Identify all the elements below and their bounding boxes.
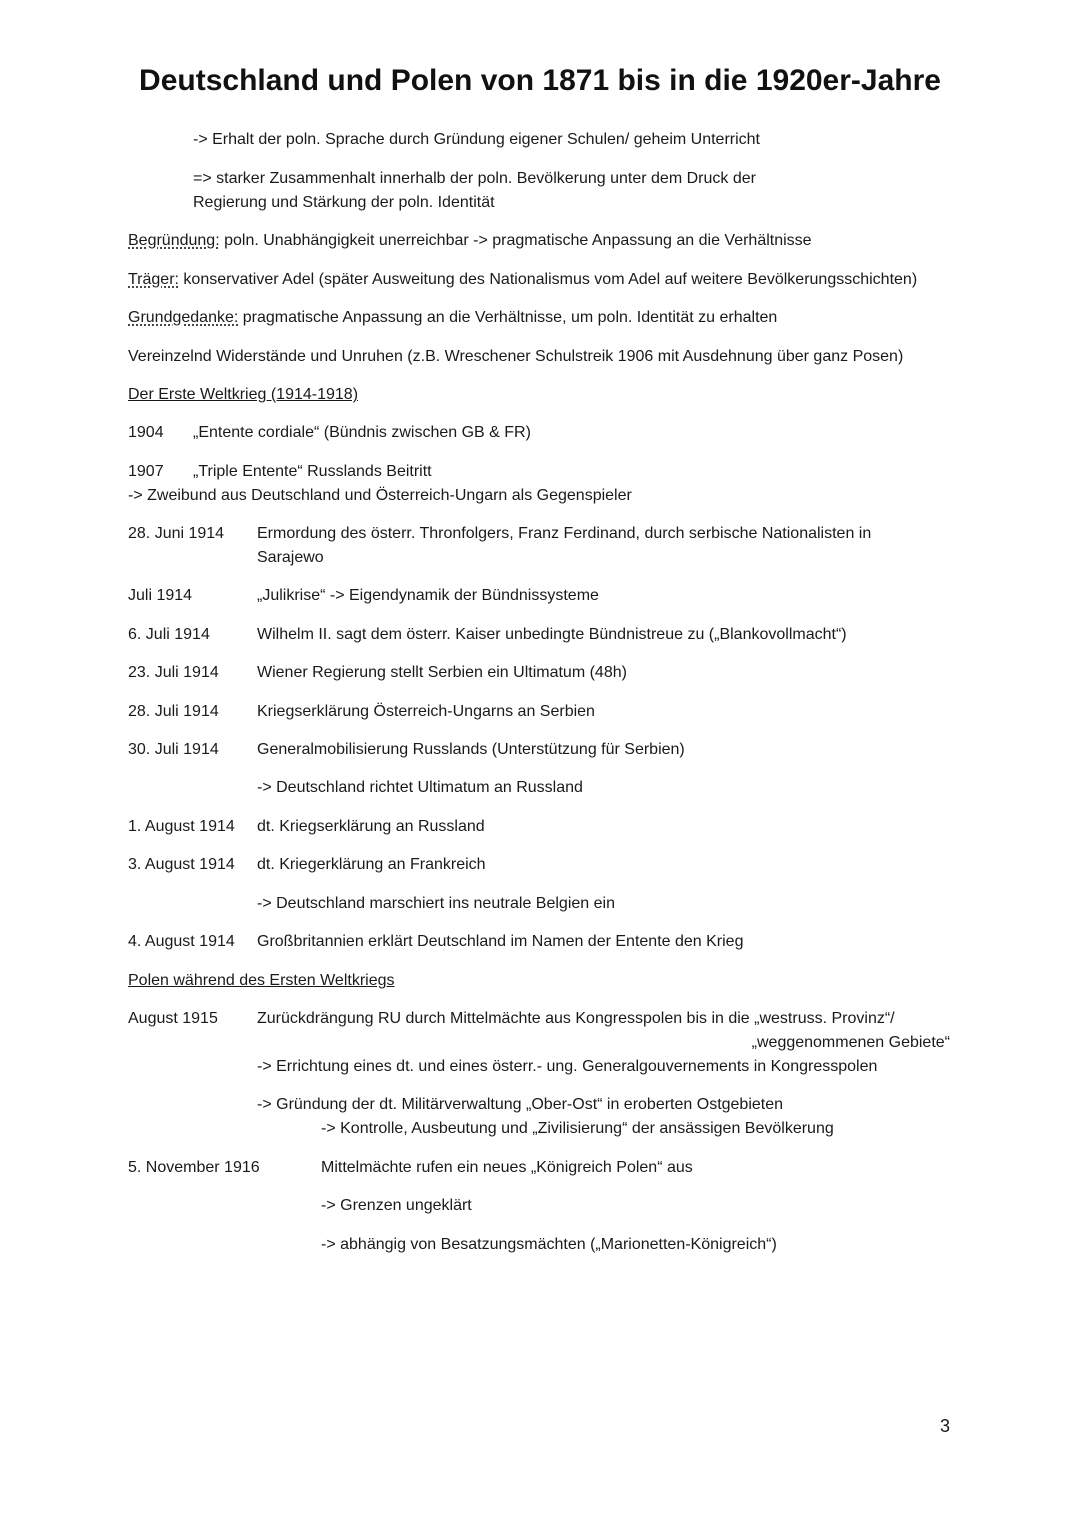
event-text: Großbritannien erklärt Deutschland im Namen der Entente den Krieg <box>257 933 744 950</box>
begruendung-row <box>128 229 812 253</box>
widerstand-line: Vereinzelnd Widerstände und Unruhen (z.B. Wreschener Schulstreik 1906 mit Ausdehnung über ganz Posen) <box>128 348 904 365</box>
begruendung-label: Begründung: <box>128 232 220 249</box>
intro-line-1: -> Erhalt der poln. Sprache durch Gründung eigener Schulen/ geheim Unterricht <box>193 131 760 148</box>
event-text-continued: Sarajewo <box>257 549 324 566</box>
intro-line-3: Regierung und Stärkung der poln. Identität <box>193 194 495 211</box>
ww1-heading: Der Erste Weltkrieg (1914-1918) <box>128 386 359 403</box>
event-subpoint: -> abhängig von Besatzungsmächten („Marionetten-Königreich“) <box>321 1236 777 1253</box>
event-subpoint: -> Gründung der dt. Militärverwaltung „Ober-Ost“ in eroberten Ostgebieten <box>257 1096 784 1113</box>
event-date: 28. Juli 1914 <box>128 703 219 720</box>
event-date: 3. August 1914 <box>128 856 235 873</box>
event-subpoint: -> Deutschland marschiert ins neutrale Belgien ein <box>257 895 615 912</box>
event-text-continued: „weggenommenen Gebiete“ <box>751 1034 950 1051</box>
page-number: 3 <box>940 1416 951 1436</box>
event-text: „Julikrise“ -> Eigendynamik der Bündnissysteme <box>257 587 599 604</box>
event-date: 1. August 1914 <box>128 818 235 835</box>
event-date: August 1915 <box>128 1010 218 1027</box>
page-title: Deutschland und Polen von 1871 bis in die 1920er-Jahre <box>139 64 941 97</box>
event-text: Zurückdrängung RU durch Mittelmächte aus Kongresspolen bis in die „westruss. Provinz“/ <box>257 1010 895 1027</box>
event-subpoint: -> Deutschland richtet Ultimatum an Russland <box>257 779 583 796</box>
event-text: Wiener Regierung stellt Serbien ein Ultimatum (48h) <box>257 664 627 681</box>
polen-heading: Polen während des Ersten Weltkriegs <box>128 972 395 989</box>
begruendung-text: poln. Unabhängigkeit unerreichbar -> pragmatische Anpassung an die Verhältnisse <box>219 232 812 249</box>
event-text: dt. Kriegerklärung an Frankreich <box>257 856 486 873</box>
event-text: dt. Kriegserklärung an Russland <box>257 818 485 835</box>
event-date: 28. Juni 1914 <box>128 525 225 542</box>
event-text: Ermordung des österr. Thronfolgers, Franz Ferdinand, durch serbische Nationalisten in <box>257 525 872 542</box>
event-text: Kriegserklärung Österreich-Ungarns an Serbien <box>257 703 595 720</box>
event-subpoint-nested: -> Kontrolle, Ausbeutung und „Zivilisierung“ der ansässigen Bevölkerung <box>321 1120 834 1137</box>
grundgedanke-row <box>128 306 777 330</box>
event-date: 1904 <box>128 424 164 441</box>
event-text: „Triple Entente“ Russlands Beitritt <box>193 463 432 480</box>
grundgedanke-text: pragmatische Anpassung an die Verhältnisse, um poln. Identität zu erhalten <box>238 309 778 326</box>
event-date: 4. August 1914 <box>128 933 235 950</box>
event-text: Generalmobilisierung Russlands (Unterstützung für Serbien) <box>257 741 685 758</box>
grundgedanke-label: Grundgedanke: <box>128 309 239 326</box>
event-date: 5. November 1916 <box>128 1159 260 1176</box>
event-date: Juli 1914 <box>128 587 193 604</box>
event-subpoint: -> Grenzen ungeklärt <box>321 1197 472 1214</box>
event-date: 6. Juli 1914 <box>128 626 210 643</box>
event-date: 1907 <box>128 463 164 480</box>
zweibund-line: -> Zweibund aus Deutschland und Österreich-Ungarn als Gegenspieler <box>128 487 632 504</box>
traeger-row <box>128 268 917 292</box>
event-subpoint: -> Errichtung eines dt. und eines österr.- ung. Generalgouvernements in Kongresspolen <box>257 1058 878 1075</box>
event-text: Mittelmächte rufen ein neues „Königreich Polen“ aus <box>321 1159 693 1176</box>
event-date: 30. Juli 1914 <box>128 741 219 758</box>
intro-line-2: => starker Zusammenhalt innerhalb der poln. Bevölkerung unter dem Druck der <box>193 170 756 187</box>
event-date: 23. Juli 1914 <box>128 664 219 681</box>
event-text: „Entente cordiale“ (Bündnis zwischen GB & FR) <box>193 424 531 441</box>
traeger-label: Träger: <box>128 271 179 288</box>
traeger-text: konservativer Adel (später Ausweitung des Nationalismus vom Adel auf weitere Bevölkerungsschichten) <box>178 271 918 288</box>
event-text: Wilhelm II. sagt dem österr. Kaiser unbedingte Bündnistreue zu („Blankovollmacht“) <box>257 626 847 643</box>
